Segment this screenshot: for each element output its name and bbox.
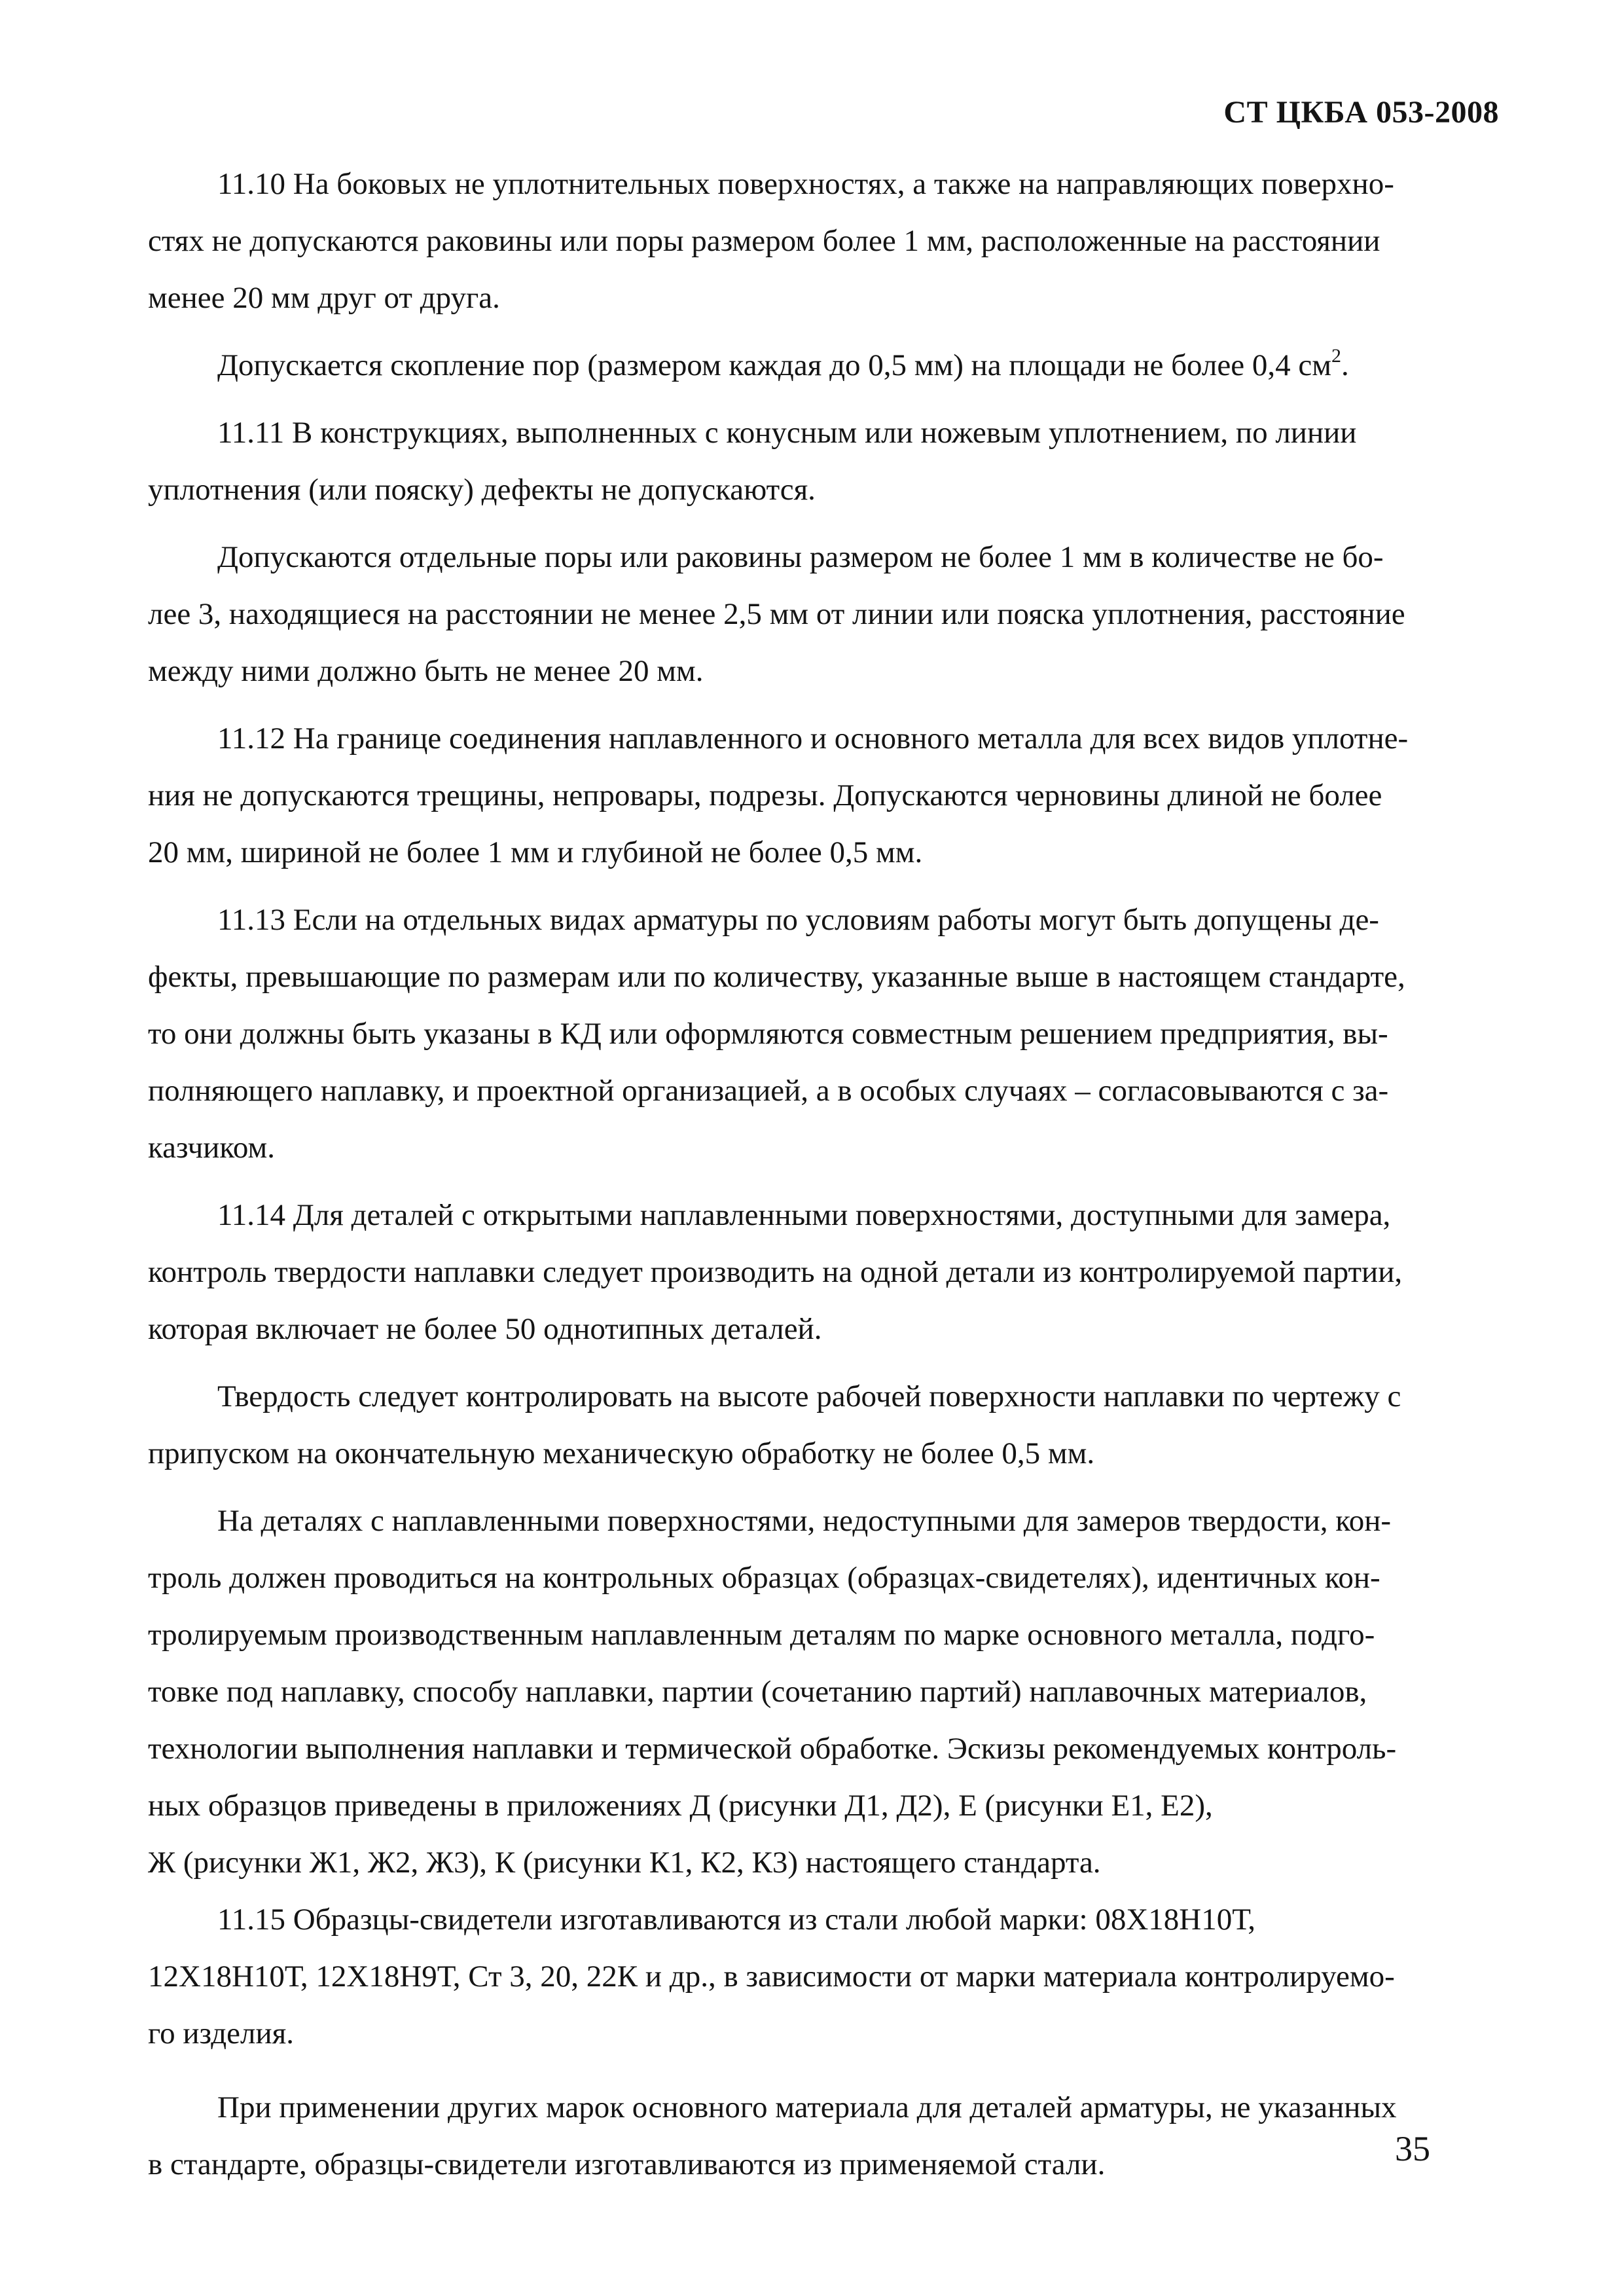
- page-number: 35: [1395, 2129, 1430, 2168]
- paragraph-11-13: 11.13 Если на отдельных видах арматуры по условиям работы могут быть допущены де- фекты, превышающие по размерам или по количеству, указанные выше в настоящем стандарте, то они должны быть указаны в КД или оформляются совместным решением предприятия, вы- полняющего наплавку, и проектной организацией, а в особых случаях – согласовываются с за- казчиком.: [148, 903, 1405, 1165]
- paragraph-pore-cluster: [148, 337, 1494, 394]
- paragraph-11-12: 11.12 На границе соединения наплавленного и основного металла для всех видов уплотне- ния не допускаются трещины, непровары, подрезы. Допускаются черновины длиной не более 20 мм, шириной не более 1 мм и глубиной не более 0,5 мм.: [148, 721, 1409, 869]
- document-code-header: СТ ЦКБА 053-2008: [1223, 95, 1499, 130]
- paragraph-11-15: 11.15 Образцы-свидетели изготавливаются из стали любой марки: 08Х18Н10Т, 12Х18Н10Т, 12Х18Н9Т, Ст 3, 20, 22К и др., в зависимости от марки материала контролируемо- го изделия.: [148, 1903, 1395, 2050]
- paragraph-pore-cluster-end: .: [1341, 348, 1349, 382]
- paragraph-control-samples: На деталях с наплавленными поверхностями, недоступными для замеров твердости, кон- троль должен проводиться на контрольных образцах (образцах-свидетелях), идентичных кон- тролируемым производственным наплавленным деталям по марке основного металла, подго- товке под наплавку, способу наплавки, партии (сочетанию партий) наплавочных материалов, технологии выполнения наплавки и термической обработке. Эскизы рекомендуемых контроль- ных образцов приведены в приложениях Д (рисунки Д1, Д2), Е (рисунки Е1, Е2), Ж (рисунки Ж1, Ж2, Ж3), К (рисунки К1, К2, К3) настоящего стандарта.: [148, 1504, 1397, 1880]
- paragraph-allowed-pores: Допускаются отдельные поры или раковины размером не более 1 мм в количестве не бо- лее 3, находящиеся на расстоянии не менее 2,5 мм от линии или пояска уплотнения, расстояние между ними должно быть не менее 20 мм.: [148, 540, 1405, 688]
- paragraph-other-grades: При применении других марок основного материала для деталей арматуры, не указанных в стандарте, образцы-свидетели изготавливаются из применяемой стали.: [148, 2090, 1397, 2181]
- paragraph-11-10: 11.10 На боковых не уплотнительных поверхностях, а также на направляющих поверхно- стях не допускаются раковины или поры размером более 1 мм, расположенные на расстоянии менее 20 мм друг от друга.: [148, 167, 1394, 315]
- superscript-2: 2: [1331, 345, 1341, 367]
- paragraph-hardness-control: Твердость следует контролировать на высоте рабочей поверхности наплавки по чертежу с припуском на окончательную механическую обработку не более 0,5 мм.: [148, 1379, 1401, 1470]
- document-body: [148, 156, 1494, 2193]
- paragraph-11-14: 11.14 Для деталей с открытыми наплавленными поверхностями, доступными для замера, контроль твердости наплавки следует производить на одной детали из контролируемой партии, которая включает не более 50 однотипных деталей.: [148, 1198, 1403, 1346]
- paragraph-11-11: 11.11 В конструкциях, выполненных с конусным или ножевым уплотнением, по линии уплотнения (или пояску) дефекты не допускаются.: [148, 416, 1357, 507]
- paragraph-pore-cluster-text: Допускается скопление пор (размером каждая до 0,5 мм) на площади не более 0,4 см: [217, 348, 1331, 382]
